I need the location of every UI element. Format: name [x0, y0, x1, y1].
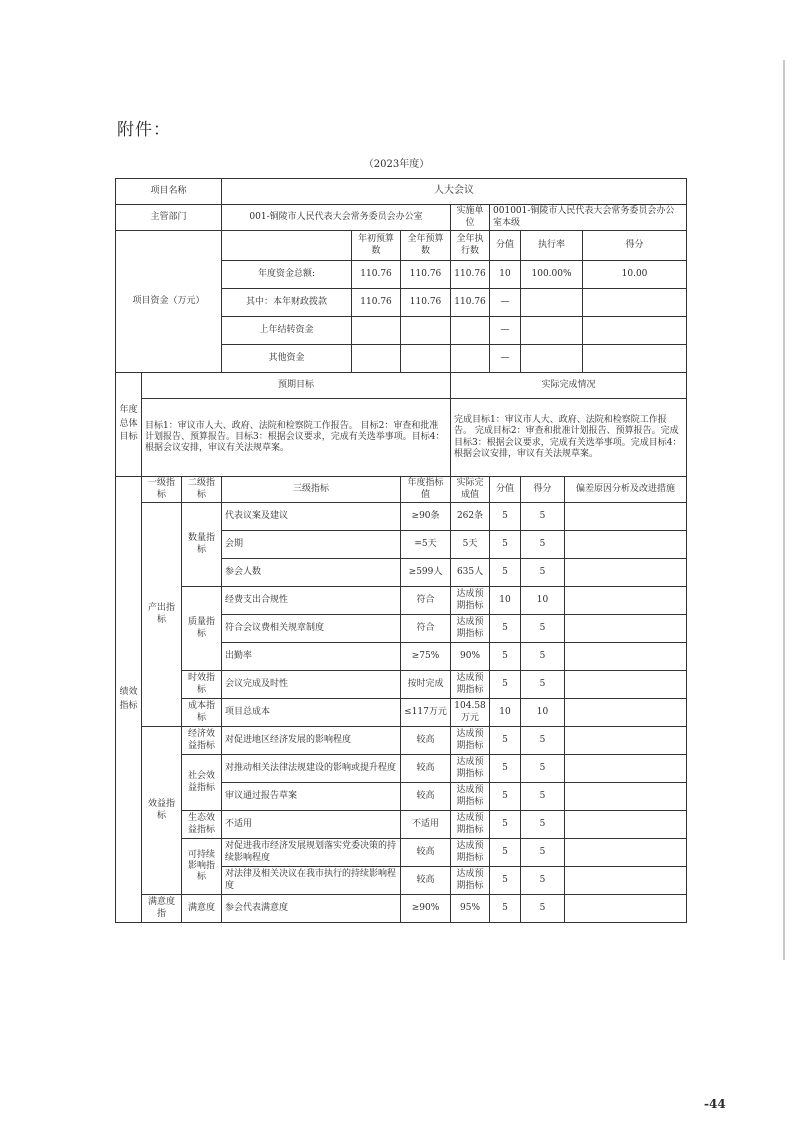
- indicator-target: 符合: [401, 615, 451, 643]
- indicator-target: ≥75%: [401, 643, 451, 671]
- impl-label: 实施单位: [451, 205, 490, 231]
- impl-value: 001001-铜陵市人民代表大会常务委员会办公室本级: [490, 205, 687, 231]
- page-edge-shadow: [783, 60, 785, 960]
- indicator-score: 5: [521, 783, 565, 811]
- cost-indicator-label: 成本指标: [182, 699, 222, 727]
- row-goals-content: [116, 399, 687, 477]
- goals-expected-header: 预期目标: [142, 373, 451, 399]
- indicator-deviation: [565, 839, 687, 867]
- indicator-score: 5: [521, 559, 565, 587]
- ind-header-level3: 三级指标: [222, 477, 401, 503]
- funds-row-executed: 110.76: [451, 289, 490, 317]
- indicator-target: =5天: [401, 531, 451, 559]
- indicator-deviation: [565, 615, 687, 643]
- indicator-actual: 90%: [451, 643, 490, 671]
- funds-row-executed: [451, 317, 490, 345]
- indicator-value: 5: [490, 671, 521, 699]
- indicator-deviation: [565, 699, 687, 727]
- indicator-deviation: [565, 811, 687, 839]
- indicator-score: 10: [521, 587, 565, 615]
- indicator-score: 5: [521, 895, 565, 923]
- effect-indicator-label: 效益指标: [142, 727, 182, 895]
- row-indicators-header: [116, 477, 687, 503]
- indicator-value: 5: [490, 503, 521, 531]
- indicator-deviation: [565, 503, 687, 531]
- indicator-target: 不适用: [401, 811, 451, 839]
- indicator-actual: 95%: [451, 895, 490, 923]
- dept-value: 001-铜陵市人民代表大会常务委员会办公室: [222, 205, 451, 231]
- table-row: [116, 755, 687, 783]
- attachment-label: 附件：: [117, 120, 171, 140]
- indicator-value: 5: [490, 867, 521, 895]
- indicator-value: 5: [490, 839, 521, 867]
- indicator-actual: 达成预期指标: [451, 671, 490, 699]
- indicator-deviation: [565, 755, 687, 783]
- indicator-actual: 达成预期指标: [451, 811, 490, 839]
- indicator-actual: 达成预期指标: [451, 755, 490, 783]
- indicator-actual: 达成预期指标: [451, 615, 490, 643]
- indicator-deviation: [565, 867, 687, 895]
- indicator-deviation: [565, 531, 687, 559]
- indicator-name: 会议完成及时性: [222, 671, 401, 699]
- quality-indicator-label: 质量指标: [182, 587, 222, 671]
- indicator-target: ≥90条: [401, 503, 451, 531]
- indicator-target: 较高: [401, 783, 451, 811]
- indicator-deviation: [565, 783, 687, 811]
- indicator-name: 会期: [222, 531, 401, 559]
- funds-row-rate: [521, 345, 583, 373]
- indicator-name: 参会人数: [222, 559, 401, 587]
- output-indicator-label: 产出指标: [142, 503, 182, 727]
- indicator-name: 对推动相关法律法规建设的影响或提升程度: [222, 755, 401, 783]
- funds-header-score-value: 分值: [490, 231, 521, 261]
- indicator-score: 5: [521, 811, 565, 839]
- indicator-target: 较高: [401, 727, 451, 755]
- row-dept: [116, 205, 687, 231]
- indicator-actual: 5天: [451, 531, 490, 559]
- dept-label: 主管部门: [116, 205, 222, 231]
- indicator-score: 5: [521, 531, 565, 559]
- indicator-target: 符合: [401, 587, 451, 615]
- funds-label: 项目资金（万元）: [116, 231, 222, 373]
- ind-header-deviation: 偏差原因分析及改进措施: [565, 477, 687, 503]
- goals-label: 年度总体目标: [116, 373, 142, 477]
- indicator-value: 5: [490, 531, 521, 559]
- indicator-name: 项目总成本: [222, 699, 401, 727]
- year-label: （2023年度）: [363, 159, 430, 170]
- indicator-name: 经费支出合规性: [222, 587, 401, 615]
- funds-row-score: 10.00: [583, 261, 687, 289]
- ind-header-level1: 一级指标: [142, 477, 182, 503]
- indicator-score: 5: [521, 671, 565, 699]
- ind-header-level2: 二级指标: [182, 477, 222, 503]
- satisfaction-sub-label: 满意度: [182, 895, 222, 923]
- indicator-target: ≥599人: [401, 559, 451, 587]
- funds-row-score: [583, 289, 687, 317]
- goals-expected: 目标1：审议市人大、政府、法院和检察院工作报告。 目标2：审查和批准计划报告、预算报告。目标3：根据会议要求，完成有关选举事项。目标4：根据会议安排，审议有关法规草案。: [142, 399, 451, 477]
- indicator-name: 审议通过报告草案: [222, 783, 401, 811]
- indicator-name: 对法律及相关决议在我市执行的持续影响程度: [222, 867, 401, 895]
- indicator-score: 5: [521, 867, 565, 895]
- funds-row-rate: 100.00%: [521, 261, 583, 289]
- table-row: [116, 699, 687, 727]
- funds-row-initial: [352, 317, 401, 345]
- indicator-score: 5: [521, 755, 565, 783]
- indicator-value: 5: [490, 783, 521, 811]
- indicator-actual: 达成预期指标: [451, 587, 490, 615]
- ecological-indicator-label: 生态效益指标: [182, 811, 222, 839]
- table-row: [116, 895, 687, 923]
- ind-header-target: 年度指标值: [401, 477, 451, 503]
- funds-row-annual: 110.76: [401, 289, 451, 317]
- funds-header-annual: 全年预算数: [401, 231, 451, 261]
- funds-row-initial: 110.76: [352, 261, 401, 289]
- funds-row-rate: [521, 317, 583, 345]
- indicator-name: 出勤率: [222, 643, 401, 671]
- indicator-value: 5: [490, 895, 521, 923]
- indicator-deviation: [565, 671, 687, 699]
- indicators-label: 绩效指标: [116, 477, 142, 923]
- indicator-target: 按时完成: [401, 671, 451, 699]
- quantity-indicator-label: 数量指标: [182, 503, 222, 587]
- goals-actual: 完成目标1：审议市人大、政府、法院和检察院工作报告。 完成目标2：审查和批准计划报告、预算报告。完成目标3：根据会议要求，完成有关选举事项。完成目标4：根据会议安排，审议有关法规草案。: [451, 399, 687, 477]
- table-row: [116, 587, 687, 615]
- funds-row-score-value: —: [490, 289, 521, 317]
- indicator-value: 5: [490, 559, 521, 587]
- funds-row-annual: 110.76: [401, 261, 451, 289]
- indicator-actual: 达成预期指标: [451, 783, 490, 811]
- funds-row-name: 上年结转资金: [222, 317, 352, 345]
- indicator-target: ≥90%: [401, 895, 451, 923]
- row-goals-header: [116, 373, 687, 399]
- ind-header-score: 得分: [521, 477, 565, 503]
- indicator-deviation: [565, 587, 687, 615]
- funds-row-executed: 110.76: [451, 261, 490, 289]
- funds-row-name: 其中：本年财政拨款: [222, 289, 352, 317]
- goals-actual-header: 实际完成情况: [451, 373, 687, 399]
- sustainable-indicator-label: 可持续影响指标: [182, 839, 222, 895]
- funds-header-executed: 全年执行数: [451, 231, 490, 261]
- indicator-score: 5: [521, 839, 565, 867]
- funds-row-score-value: 10: [490, 261, 521, 289]
- indicator-actual: 262条: [451, 503, 490, 531]
- ind-header-value: 分值: [490, 477, 521, 503]
- funds-header-score: 得分: [583, 231, 687, 261]
- indicator-name: 代表议案及建议: [222, 503, 401, 531]
- indicator-name: 参会代表满意度: [222, 895, 401, 923]
- funds-row-score-value: —: [490, 317, 521, 345]
- funds-row-score: [583, 345, 687, 373]
- satisfaction-indicator-label: 满意度指: [142, 895, 182, 923]
- funds-row-executed: [451, 345, 490, 373]
- indicator-deviation: [565, 643, 687, 671]
- indicator-actual: 达成预期指标: [451, 867, 490, 895]
- timeliness-indicator-label: 时效指标: [182, 671, 222, 699]
- row-funds-header: [116, 231, 687, 261]
- indicator-value: 5: [490, 643, 521, 671]
- indicator-value: 10: [490, 699, 521, 727]
- indicator-value: 5: [490, 811, 521, 839]
- economic-indicator-label: 经济效益指标: [182, 727, 222, 755]
- indicator-actual: 635人: [451, 559, 490, 587]
- indicator-name: 不适用: [222, 811, 401, 839]
- indicator-target: 较高: [401, 839, 451, 867]
- funds-header-initial: 年初预算数: [352, 231, 401, 261]
- indicator-actual: 达成预期指标: [451, 727, 490, 755]
- funds-row-rate: [521, 289, 583, 317]
- funds-row-name: 其他资金: [222, 345, 352, 373]
- funds-row-annual: [401, 317, 451, 345]
- table-row: [116, 671, 687, 699]
- indicator-deviation: [565, 727, 687, 755]
- table-row: [116, 503, 687, 531]
- indicator-actual: 达成预期指标: [451, 839, 490, 867]
- indicator-name: 对促进我市经济发展规划落实党委决策的持续影响程度: [222, 839, 401, 867]
- indicator-value: 10: [490, 587, 521, 615]
- indicator-deviation: [565, 895, 687, 923]
- indicator-target: 较高: [401, 755, 451, 783]
- indicator-name: 对促进地区经济发展的影响程度: [222, 727, 401, 755]
- indicator-score: 10: [521, 699, 565, 727]
- table-row: [116, 839, 687, 867]
- indicator-deviation: [565, 559, 687, 587]
- funds-row-initial: 110.76: [352, 289, 401, 317]
- indicator-actual: 104.58万元: [451, 699, 490, 727]
- project-name-label: 项目名称: [116, 179, 222, 205]
- table-row: [116, 727, 687, 755]
- funds-row-annual: [401, 345, 451, 373]
- funds-row-score-value: —: [490, 345, 521, 373]
- indicator-value: 5: [490, 615, 521, 643]
- indicator-score: 5: [521, 615, 565, 643]
- indicator-score: 5: [521, 643, 565, 671]
- funds-row-name: 年度资金总额:: [222, 261, 352, 289]
- funds-header-rate: 执行率: [521, 231, 583, 261]
- indicator-score: 5: [521, 727, 565, 755]
- indicator-target: ≤117万元: [401, 699, 451, 727]
- performance-table: [115, 178, 687, 923]
- funds-header-blank: [222, 231, 352, 261]
- table-row: [116, 811, 687, 839]
- ind-header-actual: 实际完成值: [451, 477, 490, 503]
- indicator-value: 5: [490, 727, 521, 755]
- funds-row-score: [583, 317, 687, 345]
- indicator-value: 5: [490, 755, 521, 783]
- project-name: 人大会议: [222, 179, 687, 205]
- indicator-score: 5: [521, 503, 565, 531]
- page-number: -44: [704, 1097, 726, 1111]
- indicator-name: 符合会议费相关规章制度: [222, 615, 401, 643]
- social-indicator-label: 社会效益指标: [182, 755, 222, 811]
- row-project-name: [116, 179, 687, 205]
- funds-row-initial: [352, 345, 401, 373]
- indicator-target: 较高: [401, 867, 451, 895]
